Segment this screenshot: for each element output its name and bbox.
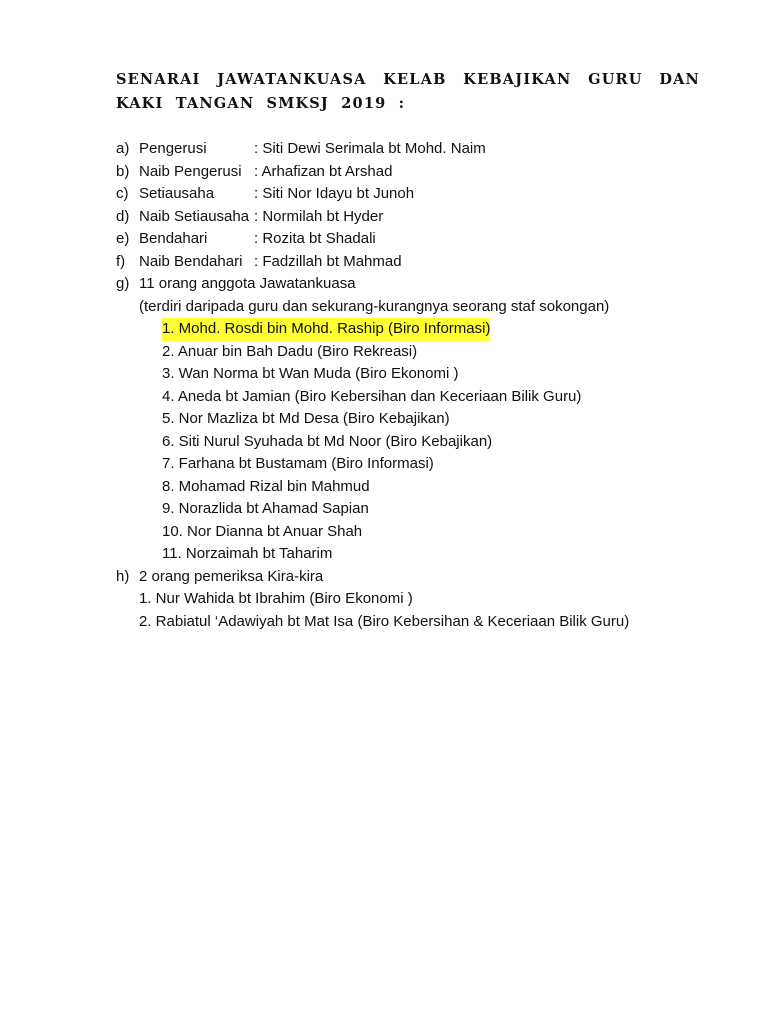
list-letter: f) (116, 252, 126, 270)
list-item (0, 408, 768, 431)
officer-name: : Siti Dewi Serimala bt Mohd. Naim (254, 140, 486, 157)
committee-note-row (0, 296, 768, 319)
list-letter: a) (116, 140, 130, 157)
list-item (0, 611, 768, 634)
document-title: SENARAI JAWATANKUASA KELAB KEBAJIKAN GURU DAN KAKI TANGAN SMKSJ 2019 : (116, 71, 700, 112)
committee-list (0, 138, 768, 633)
committee-note: (terdiri daripada guru dan sekurang-kurangnya seorang staf sokongan) (139, 297, 610, 315)
list-item (0, 318, 768, 341)
auditor-member: 1. Nur Wahida bt Ibrahim (Biro Ekonomi ) (139, 590, 413, 607)
officer-role: Naib Bendahari (139, 252, 243, 270)
committee-member-highlighted: 1. Mohd. Rosdi bin Mohd. Raship (Biro Informasi) (162, 318, 490, 341)
officer-role: Naib Pengerusi (139, 162, 242, 180)
officer-row-secretary (0, 183, 768, 206)
auditors-heading: 2 orang pemeriksa Kira-kira (139, 567, 324, 585)
committee-member: 9. Norazlida bt Ahamad Sapian (162, 500, 369, 517)
committee-heading-row (0, 273, 768, 296)
committee-member: 5. Nor Mazliza bt Md Desa (Biro Kebajikan) (162, 410, 450, 427)
list-item (0, 521, 768, 544)
committee-member: 4. Aneda bt Jamian (Biro Kebersihan dan Keceriaan Bilik Guru) (162, 387, 582, 405)
list-item (0, 363, 768, 386)
officer-name: : Siti Nor Idayu bt Junoh (254, 185, 415, 202)
officer-row-chairperson (0, 138, 768, 161)
list-item (0, 543, 768, 566)
officer-name: : Rozita bt Shadali (254, 230, 376, 247)
officer-role: Pengerusi (139, 140, 207, 157)
list-item (0, 341, 768, 364)
list-letter: h) (116, 567, 130, 585)
list-letter: g) (116, 275, 130, 292)
officer-role: Setiausaha (139, 185, 215, 202)
committee-member: 2. Anuar bin Bah Dadu (Biro Rekreasi) (162, 342, 418, 360)
list-item (0, 453, 768, 476)
officer-name: : Arhafizan bt Arshad (254, 162, 393, 180)
list-letter: e) (116, 230, 130, 247)
officer-row-vice-chairperson (0, 161, 768, 184)
list-letter: d) (116, 207, 130, 225)
list-letter: c) (116, 185, 129, 202)
officer-row-treasurer (0, 228, 768, 251)
auditor-member: 2. Rabiatul ‘Adawiyah bt Mat Isa (Biro Kebersihan & Keceriaan Bilik Guru) (139, 612, 630, 630)
list-item (0, 431, 768, 454)
officer-name: : Normilah bt Hyder (254, 207, 384, 225)
officer-role: Naib Setiausaha (139, 207, 250, 225)
list-item (0, 386, 768, 409)
officer-row-vice-treasurer (0, 251, 768, 274)
list-item (0, 498, 768, 521)
auditors-heading-row (0, 566, 768, 589)
committee-member: 3. Wan Norma bt Wan Muda (Biro Ekonomi ) (162, 365, 459, 382)
committee-member: 11. Norzaimah bt Taharim (162, 545, 333, 562)
officer-row-vice-secretary (0, 206, 768, 229)
list-item (0, 588, 768, 611)
committee-member: 6. Siti Nurul Syuhada bt Md Noor (Biro Kebajikan) (162, 432, 493, 450)
list-letter: b) (116, 162, 130, 180)
officer-name: : Fadzillah bt Mahmad (254, 252, 402, 270)
committee-heading: 11 orang anggota Jawatankuasa (139, 275, 356, 292)
committee-member: 7. Farhana bt Bustamam (Biro Informasi) (162, 455, 434, 472)
list-item (0, 476, 768, 499)
officer-role: Bendahari (139, 230, 208, 247)
committee-member: 10. Nor Dianna bt Anuar Shah (162, 522, 363, 540)
committee-member: 8. Mohamad Rizal bin Mahmud (162, 477, 370, 495)
